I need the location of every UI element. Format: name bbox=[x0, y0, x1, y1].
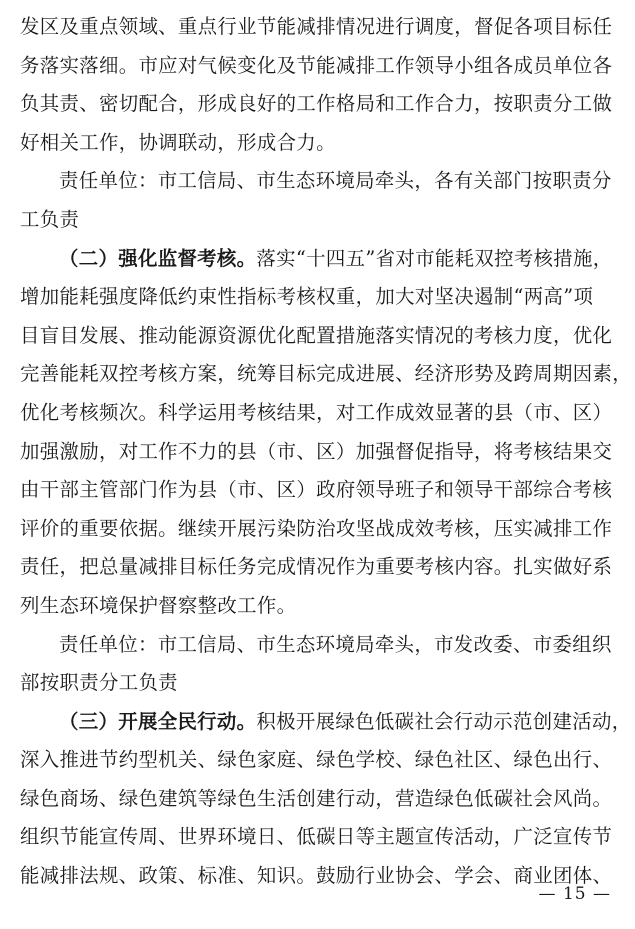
section-heading: （三）开展全民行动。 bbox=[59, 709, 257, 733]
paragraph-line: 优化考核频次。科学运用考核结果，对工作成效显著的县（市、区） bbox=[20, 400, 613, 424]
responsibility-line: 工负责 bbox=[20, 207, 80, 231]
paragraph-line: 由干部主管部门作为县（市、区）政府领导班子和领导干部综合考核 bbox=[20, 478, 613, 502]
paragraph-line: 增加能耗强度降低约束性指标考核权重，加大对坚决遏制“两高”项 bbox=[20, 285, 594, 309]
section-heading-line bbox=[20, 240, 617, 279]
paragraph-line: 责任，把总量减排目标任务完成情况作为重要考核内容。扎实做好系 bbox=[20, 555, 613, 579]
paragraph-line: 绿色商场、绿色建筑等绿色生活创建行动，营造绿色低碳社会风尚。 bbox=[20, 786, 613, 810]
paragraph-line: 评价的重要依据。继续开展污染防治攻坚战成效考核，压实减排工作 bbox=[20, 516, 613, 540]
paragraph-line: 好相关工作，协调联动，形成合力。 bbox=[20, 130, 336, 154]
paragraph-line: 负其责、密切配合，形成良好的工作格局和工作合力，按职责分工做 bbox=[20, 92, 613, 116]
paragraph-text: 积极开展绿色低碳社会行动示范创建活动， bbox=[256, 709, 632, 733]
responsibility-line: 责任单位：市工信局、市生态环境局牵头，各有关部门按职责分 bbox=[59, 169, 612, 193]
paragraph-line: 目盲目发展、推动能源资源优化配置措施落实情况的考核力度，优化 bbox=[20, 323, 613, 347]
paragraph-line: 加强激励，对工作不力的县（市、区）加强督促指导，将考核结果交 bbox=[20, 439, 613, 463]
paragraph-line: 务落实落细。市应对气候变化及节能减排工作领导小组各成员单位各 bbox=[20, 53, 613, 77]
paragraph-line: 组织节能宣传周、世界环境日、低碳日等主题宣传活动，广泛宣传节 bbox=[20, 825, 613, 849]
paragraph-text: 落实“十四五”省对市能耗双控考核措施， bbox=[256, 246, 613, 270]
paragraph-line: 完善能耗双控考核方案，统筹目标完成进展、经济形势及跨周期因素， bbox=[20, 362, 632, 386]
responsibility-line: 部按职责分工负责 bbox=[20, 671, 178, 695]
section-heading: （二）强化监督考核。 bbox=[59, 246, 257, 270]
section-heading-line bbox=[20, 703, 632, 742]
paragraph-line: 深入推进节约型机关、绿色家庭、绿色学校、绿色社区、绿色出行、 bbox=[20, 748, 613, 772]
paragraph-line: 能减排法规、政策、标准、知识。鼓励行业协会、学会、商业团体、 bbox=[20, 864, 613, 888]
page-number: — 15 — bbox=[538, 884, 611, 904]
paragraph-line: 发区及重点领域、重点行业节能减排情况进行调度，督促各项目标任 bbox=[20, 15, 613, 38]
responsibility-line: 责任单位：市工信局、市生态环境局牵头，市发改委、市委组织 bbox=[59, 632, 612, 656]
paragraph-line: 列生态环境保护督察整改工作。 bbox=[20, 593, 297, 617]
document-page bbox=[20, 8, 632, 896]
